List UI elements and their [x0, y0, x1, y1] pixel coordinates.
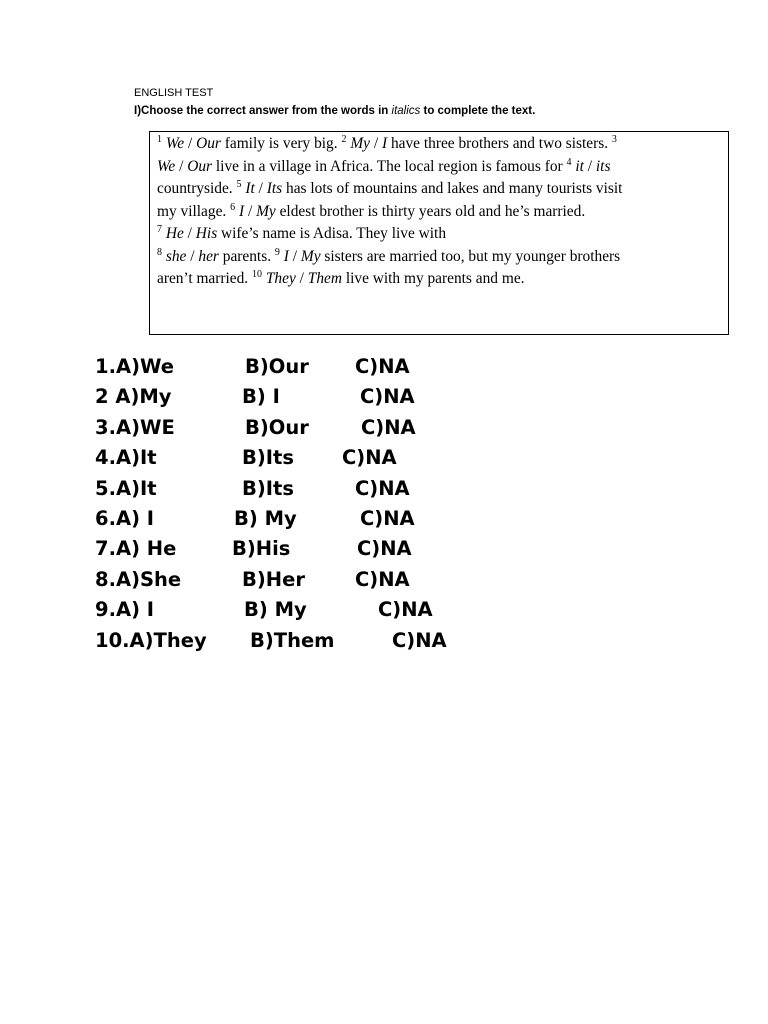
option-c: C)NA [378, 598, 433, 622]
option-b: B)Her [242, 567, 305, 591]
option-b: B) My [244, 598, 307, 622]
gap-number: 4 [566, 156, 572, 168]
passage-line: $^7$ He / His wife’s name is Adisa. They live with [157, 224, 447, 242]
passage-fragment: eldest brother is thirty years old and he’s married. [275, 202, 586, 220]
gap-number: 5 [236, 179, 242, 190]
passage-text [157, 133, 723, 291]
passage-fragment: live in a village in Africa. The local region is famous for [212, 157, 567, 175]
gap-number: 9 [274, 246, 280, 258]
passage-fragment: countryside. [157, 180, 237, 197]
passage-line: We / Our live in a village in Africa. The local region is famous for $^4$ it / its [157, 156, 611, 175]
gap-number: 3 [611, 134, 617, 145]
passage-fragment: wife’s name is Adisa. They live with [217, 225, 447, 242]
option-b: B)Our [245, 415, 309, 439]
choice-word: I [238, 202, 245, 220]
option-c: C)NA [355, 355, 410, 378]
choice-word: Them [307, 270, 342, 287]
instruction-part: I)Choose the correct answer from the words in [134, 105, 392, 117]
instruction-text [134, 105, 535, 117]
instruction-italic-word: italics [391, 105, 421, 117]
choice-word: He [165, 225, 184, 242]
gap-number: 8 [157, 246, 162, 258]
passage-fragment: family is very big. [220, 135, 342, 152]
option-c: C)NA [342, 446, 397, 470]
option-c: C)NA [360, 385, 415, 409]
choice-word: It [245, 180, 255, 197]
choice-word: her [198, 247, 219, 265]
option-a: 7.A) He [95, 537, 177, 561]
choice-word: it [575, 157, 584, 175]
option-b: B) My [234, 506, 297, 530]
option-c: C)NA [355, 567, 410, 591]
option-a: 1.A)We [95, 355, 175, 378]
passage-fragment: live with my parents and me. [341, 270, 525, 287]
passage-fragment: sisters are married too, but my younger brothers [320, 247, 621, 265]
option-a: 9.A) I [95, 598, 155, 622]
choice-word: its [595, 157, 611, 175]
option-a: 3.A)WE [95, 415, 175, 439]
option-c: C)NA [361, 415, 416, 439]
choice-word: Its [266, 180, 283, 197]
choice-word: she [165, 247, 187, 265]
option-a: 6.A) I [95, 506, 155, 530]
choice-word: My [300, 247, 321, 265]
choice-word: His [195, 225, 218, 242]
option-b: B)Our [245, 355, 309, 378]
gap-number: 10 [252, 269, 263, 280]
option-a: 5.A)It [95, 476, 157, 500]
passage-line: countryside. $^5$ It / Its has lots of mountains and lakes and many tourists visit [157, 179, 623, 197]
option-a: 2 A)My [95, 385, 172, 409]
option-c: C)NA [392, 628, 447, 652]
passage-fragment: has lots of mountains and lakes and many tourists visit [282, 180, 623, 197]
gap-number: 6 [230, 201, 236, 213]
option-b: B)His [232, 537, 291, 561]
option-b: B)Its [242, 476, 294, 500]
passage-fragment: have three brothers and two sisters. [387, 135, 612, 152]
choice-word: I [283, 247, 289, 265]
choice-word: Our [187, 157, 213, 175]
passage-line: $^8$ she / her parents. $^9$ I / My sisters are married too, but my younger brothers [157, 246, 621, 265]
option-b: B) I [242, 385, 280, 409]
option-a: 8.A)She [95, 567, 182, 591]
passage-box [149, 131, 729, 335]
passage-fragment: my village. [157, 202, 231, 220]
choice-word: My [350, 135, 370, 152]
passage-line: $^1$ We / Our family is very big. $^2$ My / I have three brothers and two sisters. $^3$ [157, 134, 617, 152]
choice-word: My [256, 202, 276, 220]
choice-word: Our [196, 135, 221, 152]
option-c: C)NA [357, 537, 412, 561]
instruction-part: to complete the text. [420, 105, 536, 117]
gap-number: 7 [157, 224, 162, 235]
option-a: 4.A)It [95, 446, 157, 470]
passage-fragment: aren’t married. [157, 270, 253, 287]
passage-line: aren’t married. $^{10}$ They / Them live with my parents and me. [157, 269, 525, 287]
passage-fragment: parents. [218, 247, 275, 265]
option-b: B)Them [250, 628, 335, 652]
page-title: ENGLISH TEST [134, 87, 214, 99]
choice-word: We [157, 157, 176, 175]
option-a: 10.A)They [95, 628, 207, 652]
option-b: B)Its [242, 446, 294, 470]
gap-number: 2 [341, 134, 347, 145]
option-c: C)NA [360, 506, 415, 530]
choice-word: They [265, 270, 296, 287]
gap-number: 1 [157, 134, 162, 145]
passage-line: my village. $^6$ I / My eldest brother is thirty years old and he’s married. [157, 201, 586, 220]
option-c: C)NA [355, 476, 410, 500]
choice-word: We [165, 135, 185, 152]
choice-word: I [381, 135, 388, 152]
